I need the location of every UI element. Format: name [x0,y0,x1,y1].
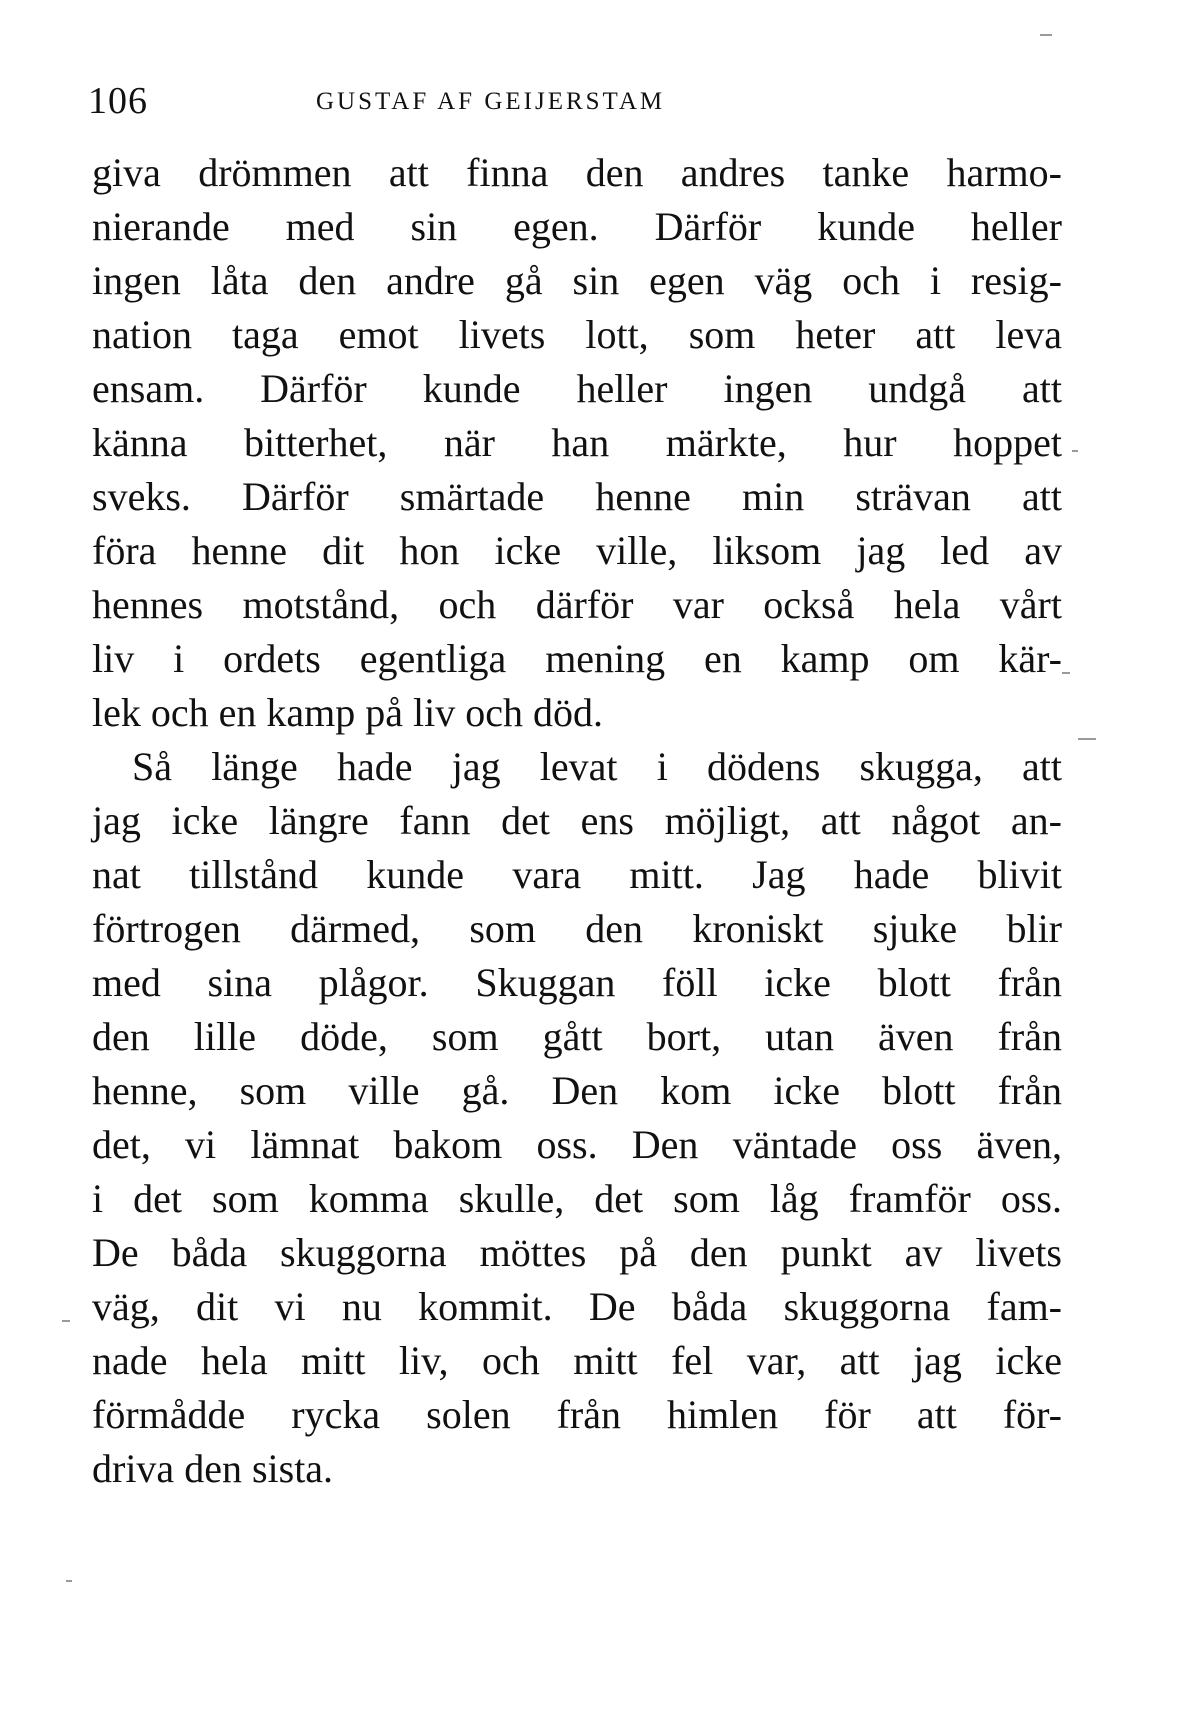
text-line: nation taga emot livets lott, som heter att leva [92,312,1062,357]
text-line: föra henne dit hon icke ville, liksom jag led av [92,528,1062,573]
text-line: den lille döde, som gått bort, utan även från [92,1014,1062,1059]
text-line: förtrogen därmed, som den kroniskt sjuke blir [92,906,1062,951]
body-text [92,146,1062,1496]
scan-speck [1062,672,1070,674]
text-line: väg, dit vi nu kommit. De båda skuggorna fam- [92,1284,1062,1329]
text-line: henne, som ville gå. Den kom icke blott från [92,1068,1062,1113]
text-line: ingen låta den andre gå sin egen väg och i resig- [92,258,1062,303]
scan-speck [1072,450,1078,452]
page-number: 106 [88,80,148,122]
text-line: lek och en kamp på liv och död. [92,690,603,735]
text-line: nade hela mitt liv, och mitt fel var, att jag icke [92,1338,1062,1383]
text-line: driva den sista. [92,1446,334,1491]
running-title: GUSTAF AF GEIJERSTAM [316,88,666,115]
paragraph-2 [92,740,1062,1496]
scan-speck [1078,738,1096,740]
text-line: i det som komma skulle, det som låg framför oss. [92,1176,1062,1221]
text-line: förmådde rycka solen från himlen för att för- [92,1392,1062,1437]
text-line: Så länge hade jag levat i dödens skugga, att [132,744,1062,789]
text-line: giva drömmen att finna den andres tanke harmo- [92,150,1062,195]
text-line: sveks. Därför smärtade henne min strävan att [92,474,1062,519]
text-line: känna bitterhet, när han märkte, hur hoppet [92,420,1062,465]
text-line: det, vi lämnat bakom oss. Den väntade oss även, [92,1122,1062,1167]
text-line: hennes motstånd, och därför var också hela vårt [92,582,1062,627]
text-line: liv i ordets egentliga mening en kamp om kär- [92,636,1062,681]
text-line: med sina plågor. Skuggan föll icke blott från [92,960,1062,1005]
text-line: nat tillstånd kunde vara mitt. Jag hade blivit [92,852,1062,897]
scan-speck [66,1580,72,1582]
scan-speck [1040,34,1052,36]
text-line: ensam. Därför kunde heller ingen undgå att [92,366,1062,411]
text-line: De båda skuggorna möttes på den punkt av livets [92,1230,1062,1275]
paragraph-1 [92,146,1062,740]
text-line: jag icke längre fann det ens möjligt, att något an- [92,798,1062,843]
running-head [88,76,1068,126]
scan-speck [62,1320,70,1322]
text-line: nierande med sin egen. Därför kunde heller [92,204,1062,249]
